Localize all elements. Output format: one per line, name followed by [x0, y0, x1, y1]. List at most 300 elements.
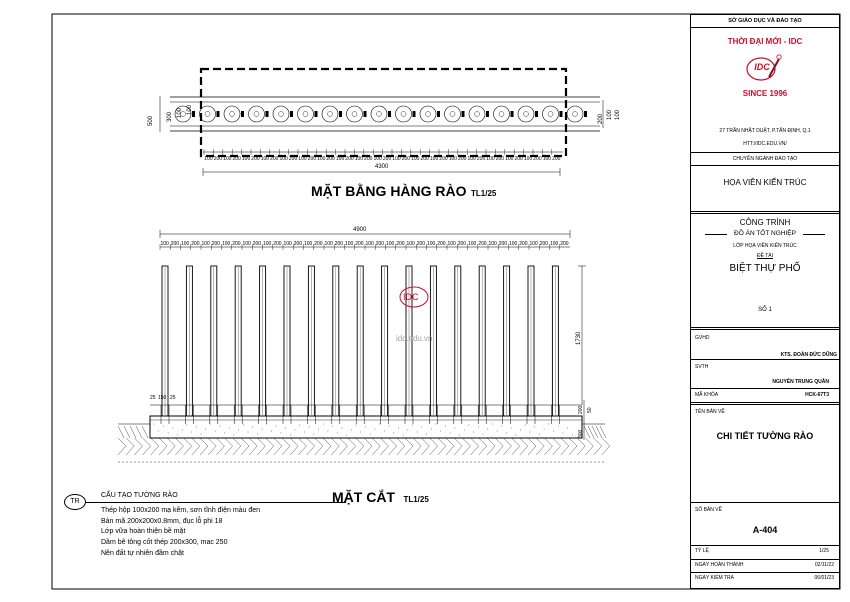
soil-hatch [462, 446, 470, 455]
concrete-aggregate [454, 428, 455, 429]
soil-hatch [208, 438, 216, 446]
soil-hatch [151, 446, 159, 455]
section-spacing-label: 100 [365, 241, 374, 247]
plant-symbol [249, 106, 265, 122]
fence-post-plan [535, 111, 538, 117]
soil-hatch [389, 438, 397, 446]
section-spacing-label: 100 [201, 241, 210, 247]
concrete-aggregate [563, 433, 564, 434]
plant-center [450, 112, 455, 117]
section-base-dim: 150 [158, 395, 167, 401]
section-spacing-label: 100 [386, 241, 395, 247]
fence-post-plan [339, 111, 342, 117]
section-spacing-label: 200 [293, 241, 303, 247]
concrete-aggregate [351, 430, 352, 431]
plan-spacing-label: 200 [270, 156, 279, 162]
section-spacing-label: 100 [345, 241, 354, 247]
legend-line: Dầm bê tông cốt thép 200x300, mac 250 [101, 539, 228, 546]
concrete-aggregate [572, 435, 573, 436]
soil-hatch [307, 446, 315, 455]
concrete-aggregate [328, 431, 329, 432]
concrete-aggregate [177, 435, 178, 436]
section-base-dim: 25 [150, 395, 156, 401]
divider [691, 165, 839, 166]
plant-symbol [420, 106, 436, 122]
gvhd-label: GVHD [695, 335, 710, 341]
divider [691, 359, 839, 360]
plan-spacing-label: 200 [401, 156, 411, 162]
sheet-no: A-404 [752, 525, 778, 535]
soil-hatch [225, 438, 233, 446]
soil-hatch [192, 446, 200, 455]
concrete-aggregate [534, 427, 535, 428]
concrete-aggregate [295, 430, 296, 431]
soil-hatch [405, 446, 413, 455]
concrete-aggregate [379, 424, 380, 425]
plan-spacing-label: 200 [476, 156, 486, 162]
divider [691, 329, 839, 330]
course-value: HCK-67T3 [805, 392, 829, 398]
section-spacing-label: 200 [232, 241, 241, 247]
section-title-text: MẶT CẮT [332, 489, 395, 505]
plant-symbol [322, 106, 338, 122]
plant-symbol [347, 106, 363, 122]
svth-value: NGUYỄN TRUNG QUÂN [772, 379, 829, 385]
section-spacing-label: 100 [447, 241, 456, 247]
legend-divider [86, 502, 346, 503]
section-spacing-label: 200 [252, 241, 262, 247]
concrete-aggregate [407, 430, 408, 431]
scale-label: TỶ LỆ [695, 548, 709, 554]
concrete-aggregate [525, 425, 526, 426]
plan-right-dim: 100 [615, 109, 621, 120]
soil-hatch [438, 446, 446, 455]
section-spacing-label: 100 [488, 241, 497, 247]
legend-line: Thép hộp 100x200 mạ kẽm, sơn tĩnh điện màu đen [101, 507, 261, 514]
plan-spacing-label: 200 [514, 156, 523, 162]
concrete-aggregate [558, 426, 559, 427]
fence-post-plan [584, 111, 587, 117]
soil-hatch [241, 438, 249, 446]
soil-hatch [298, 446, 306, 455]
section-spacing-label: 200 [334, 241, 344, 247]
soil-hatch [323, 446, 331, 455]
plan-spacing-label: 200 [458, 156, 467, 162]
divider [691, 402, 839, 403]
soil-hatch [331, 438, 339, 446]
soil-hatch [298, 438, 306, 446]
section-spacing-label: 200 [478, 241, 487, 247]
soil-hatch [339, 446, 347, 455]
soil-hatch [266, 446, 274, 455]
soil-hatch [364, 446, 372, 455]
divider [691, 211, 839, 212]
soil-hatch [249, 446, 257, 455]
concrete-aggregate [172, 428, 173, 429]
plant-center [573, 112, 578, 117]
concrete-aggregate [262, 429, 263, 430]
plan-spacing-label: 200 [213, 156, 223, 162]
plant-symbol [469, 106, 485, 122]
concrete-aggregate [436, 424, 437, 425]
soil-hatch [528, 446, 536, 455]
soil-hatch [356, 446, 364, 455]
plant-symbol [273, 106, 289, 122]
soil-hatch [380, 438, 388, 446]
section-spacing-label: 100 [222, 241, 231, 247]
concrete-aggregate [313, 434, 314, 435]
soil-hatch [118, 438, 126, 446]
plan-total-dim: 4300 [375, 164, 389, 170]
concrete-aggregate [445, 426, 446, 427]
concrete-aggregate [290, 435, 291, 436]
department: SỞ GIÁO DỤC VÀ ĐÀO TẠO [728, 18, 802, 24]
section-title [332, 489, 429, 507]
soil-hatch [438, 438, 446, 446]
plan-view [148, 69, 621, 176]
soil-hatch [487, 446, 495, 455]
plan-left-dim: 100 [177, 107, 183, 118]
section-spacing-label: 100 [283, 241, 292, 247]
plant-center [499, 112, 504, 117]
soil-hatch [315, 446, 323, 455]
plant-center [377, 112, 382, 117]
soil-hatch [348, 438, 356, 446]
concrete-aggregate [483, 434, 484, 435]
soil-hatch [389, 446, 397, 455]
concrete-aggregate [492, 424, 493, 425]
plan-left-dim: 500 [148, 115, 154, 126]
concrete-aggregate [431, 429, 432, 430]
concrete-aggregate [309, 427, 310, 428]
section-right-dim: 200 [578, 405, 584, 414]
plant-center [328, 112, 333, 117]
section-spacing-label: 200 [498, 241, 508, 247]
soil-hatch [356, 438, 364, 446]
section-height-dim: 1730 [576, 331, 582, 345]
soil-hatch [315, 438, 323, 446]
soil-hatch [241, 446, 249, 455]
soil-hatch [520, 438, 528, 446]
concrete-aggregate [158, 431, 159, 432]
plan-spacing-label: 200 [495, 156, 505, 162]
soil-hatch [471, 438, 479, 446]
soil-hatch [274, 446, 282, 455]
plan-right-dim: 100 [607, 109, 613, 120]
concrete-aggregate [154, 424, 155, 425]
section-spacing-label: 200 [273, 241, 282, 247]
soil-hatch [512, 446, 520, 455]
section-spacing-label: 200 [396, 241, 405, 247]
course-label: MÃ KHÓA [695, 392, 719, 398]
soil-hatch [134, 446, 142, 455]
plan-spacing-label: 100 [204, 156, 213, 162]
soil-hatch [588, 426, 594, 438]
concrete-aggregate [478, 427, 479, 428]
soil-hatch [184, 438, 192, 446]
plant-center [279, 112, 284, 117]
concrete-aggregate [163, 426, 164, 427]
soil-hatch [421, 446, 429, 455]
soil-hatch [225, 446, 233, 455]
concrete-aggregate [412, 425, 413, 426]
soil-hatch [331, 446, 339, 455]
fence-post-plan [241, 111, 244, 117]
section-spacing-label: 200 [416, 241, 426, 247]
soil-hatch [596, 426, 602, 438]
legend-title: CẤU TẠO TƯỜNG RÀO [101, 492, 178, 499]
soil-hatch [421, 438, 429, 446]
plant-symbol [567, 106, 583, 122]
plan-spacing-label: 200 [439, 156, 448, 162]
soil-hatch [553, 438, 561, 446]
concrete-aggregate [201, 434, 202, 435]
soil-hatch [130, 426, 136, 438]
plan-spacing-label: 200 [307, 156, 317, 162]
plan-right-dim: 200 [598, 113, 604, 124]
watermark-logo-text: IDC [403, 292, 419, 302]
gvhd-value: KTS. ĐOÀN ĐỨC DŨNG [780, 352, 837, 358]
section-spacing-label: 200 [560, 241, 569, 247]
soil-hatch [462, 438, 470, 446]
section-spacing-label: 100 [529, 241, 538, 247]
concrete-aggregate [511, 428, 512, 429]
title-block [690, 14, 840, 589]
soil-hatch [528, 438, 536, 446]
legend-line: Nền đất tự nhiên đầm chặt [101, 550, 184, 557]
logo-text: IDC [754, 62, 770, 72]
soil-hatch [274, 438, 282, 446]
plan-spacing-label: 200 [533, 156, 542, 162]
plant-center [230, 112, 235, 117]
concrete-aggregate [497, 431, 498, 432]
plant-symbol [543, 106, 559, 122]
concrete-aggregate [210, 424, 211, 425]
legend-line: Bản mã 200x200x0.8mm, đục lỗ phi 18 [101, 518, 223, 525]
project-type: ĐỒ ÁN TỐT NGHIỆP [734, 230, 796, 237]
soil-hatch [151, 438, 159, 446]
soil-hatch [602, 438, 610, 446]
soil-hatch [495, 446, 503, 455]
divider [691, 404, 839, 405]
concrete-beam [150, 416, 582, 438]
soil-hatch [126, 446, 134, 455]
concrete-aggregate [304, 432, 305, 433]
sheet-name-label: TÊN BẢN VẼ [695, 409, 725, 415]
soil-hatch [479, 438, 487, 446]
soil-hatch [200, 438, 208, 446]
check-label: NGÀY KIỂM TRA [695, 575, 734, 581]
soil-hatch [372, 438, 380, 446]
concrete-aggregate [553, 431, 554, 432]
section-spacing-label: 200 [211, 241, 221, 247]
section-spacing-label: 200 [457, 241, 467, 247]
concrete-aggregate [356, 425, 357, 426]
concrete-aggregate [520, 430, 521, 431]
concrete-aggregate [271, 431, 272, 432]
soil-hatch [257, 446, 265, 455]
plan-spacing-label: 100 [523, 156, 533, 162]
legend-tag: TR [64, 494, 86, 510]
soil-hatch [577, 446, 585, 455]
soil-hatch [602, 446, 610, 455]
concrete-aggregate [459, 435, 460, 436]
soil-hatch [175, 438, 183, 446]
soil-hatch [290, 438, 298, 446]
soil-hatch [471, 446, 479, 455]
concrete-aggregate [276, 426, 277, 427]
concrete-aggregate [252, 427, 253, 428]
check-value: 06/01/23 [814, 575, 834, 581]
section-view [118, 227, 610, 462]
section-right-dim: 300 [578, 429, 584, 438]
section-spacing-label: 100 [242, 241, 251, 247]
soil-hatch [282, 446, 290, 455]
soil-hatch [561, 438, 569, 446]
concrete-aggregate [389, 426, 390, 427]
soil-hatch [397, 446, 405, 455]
soil-hatch [600, 426, 606, 438]
concrete-aggregate [450, 433, 451, 434]
section-base-dim: 25 [170, 395, 176, 401]
soil-hatch [520, 446, 528, 455]
plan-spacing-label: 100 [260, 156, 270, 162]
soil-hatch [339, 438, 347, 446]
soil-hatch [282, 438, 290, 446]
fence-post-plan [413, 111, 416, 117]
soil-hatch [184, 446, 192, 455]
plan-scale: TL1/25 [471, 189, 497, 198]
section-spacing-label: 200 [314, 241, 323, 247]
concrete-aggregate [440, 431, 441, 432]
plant-center [401, 112, 406, 117]
soil-hatch [430, 438, 438, 446]
section-spacing-label: 200 [437, 241, 446, 247]
plan-spacing-label: 100 [223, 156, 232, 162]
section-spacing-label: 200 [191, 241, 200, 247]
section-spacing-label: 200 [539, 241, 549, 247]
soil-hatch [126, 438, 134, 446]
concrete-aggregate [370, 434, 371, 435]
section-spacing-label: 200 [170, 241, 180, 247]
concrete-aggregate [257, 434, 258, 435]
concrete-aggregate [530, 432, 531, 433]
concrete-aggregate [346, 435, 347, 436]
soil-hatch [118, 446, 126, 455]
soil-hatch [233, 438, 241, 446]
plan-spacing-label: 200 [552, 156, 561, 162]
plan-spacing-label: 200 [326, 156, 335, 162]
plan-spacing-label: 200 [288, 156, 298, 162]
concrete-aggregate [215, 431, 216, 432]
fence-post-plan [364, 111, 367, 117]
concrete-aggregate [417, 432, 418, 433]
section-total-dim: 4900 [353, 227, 367, 233]
plan-spacing-label: 100 [505, 156, 514, 162]
concrete-aggregate [238, 430, 239, 431]
soil-hatch [536, 438, 544, 446]
soil-hatch [372, 446, 380, 455]
concrete-aggregate [398, 428, 399, 429]
concrete-aggregate [224, 433, 225, 434]
soil-hatch [364, 438, 372, 446]
plan-spacing-label: 100 [486, 156, 495, 162]
concrete-aggregate [501, 426, 502, 427]
concrete-aggregate [403, 435, 404, 436]
section-spacing-label: 100 [263, 241, 272, 247]
divider [691, 327, 839, 328]
concrete-aggregate [248, 432, 249, 433]
concrete-aggregate [487, 429, 488, 430]
concrete-aggregate [337, 433, 338, 434]
soil-hatch [454, 438, 462, 446]
soil-hatch [348, 446, 356, 455]
plan-spacing-label: 100 [467, 156, 476, 162]
section-spacing-label: 100 [468, 241, 477, 247]
concrete-aggregate [281, 433, 282, 434]
watermark-url: idc.edu.vn [396, 334, 433, 343]
plant-center [303, 112, 308, 117]
soil-hatch [167, 438, 175, 446]
concrete-aggregate [234, 435, 235, 436]
concrete-aggregate [182, 430, 183, 431]
soil-hatch [405, 438, 413, 446]
concrete-aggregate [567, 428, 568, 429]
soil-hatch [594, 438, 602, 446]
plant-symbol [396, 106, 412, 122]
soil-hatch [584, 426, 590, 438]
soil-hatch [307, 438, 315, 446]
concrete-aggregate [544, 429, 545, 430]
plan-spacing-label: 200 [345, 156, 354, 162]
soil-hatch [216, 446, 224, 455]
section-spacing-label: 200 [355, 241, 364, 247]
concrete-aggregate [473, 432, 474, 433]
soil-hatch [487, 438, 495, 446]
soil-hatch [118, 426, 124, 438]
company-name: THỜI ĐẠI MỚI - IDC [727, 37, 803, 46]
project-label: CÔNG TRÌNH [739, 218, 791, 227]
divider [691, 27, 839, 28]
plan-spacing-label: 100 [298, 156, 307, 162]
concrete-aggregate [168, 433, 169, 434]
section-scale: TL1/25 [403, 495, 429, 504]
plant-symbol [371, 106, 387, 122]
section-spacing-label: 200 [519, 241, 528, 247]
website: HTT://IDC.EDU.VN/ [743, 141, 787, 147]
fence-post-plan [511, 111, 514, 117]
soil-hatch [569, 438, 577, 446]
concrete-aggregate [243, 425, 244, 426]
soil-hatch [495, 438, 503, 446]
topic-label: ĐỀ TÀI [756, 253, 774, 259]
concrete-aggregate [393, 433, 394, 434]
since-text: SINCE 1996 [742, 89, 788, 98]
plan-spacing-label: 100 [279, 156, 288, 162]
concrete-aggregate [365, 427, 366, 428]
fence-post-plan [437, 111, 440, 117]
concrete-aggregate [548, 424, 549, 425]
fence-post-plan [388, 111, 391, 117]
soil-hatch [536, 446, 544, 455]
major: HỌA VIÊN KIẾN TRÚC [723, 178, 807, 187]
soil-hatch [561, 446, 569, 455]
plan-spacing-label: 200 [382, 156, 392, 162]
section-right-dim: 50 [587, 407, 593, 413]
soil-hatch [124, 426, 130, 438]
soil-hatch [142, 426, 148, 438]
svth-label: SVTH [695, 364, 709, 370]
